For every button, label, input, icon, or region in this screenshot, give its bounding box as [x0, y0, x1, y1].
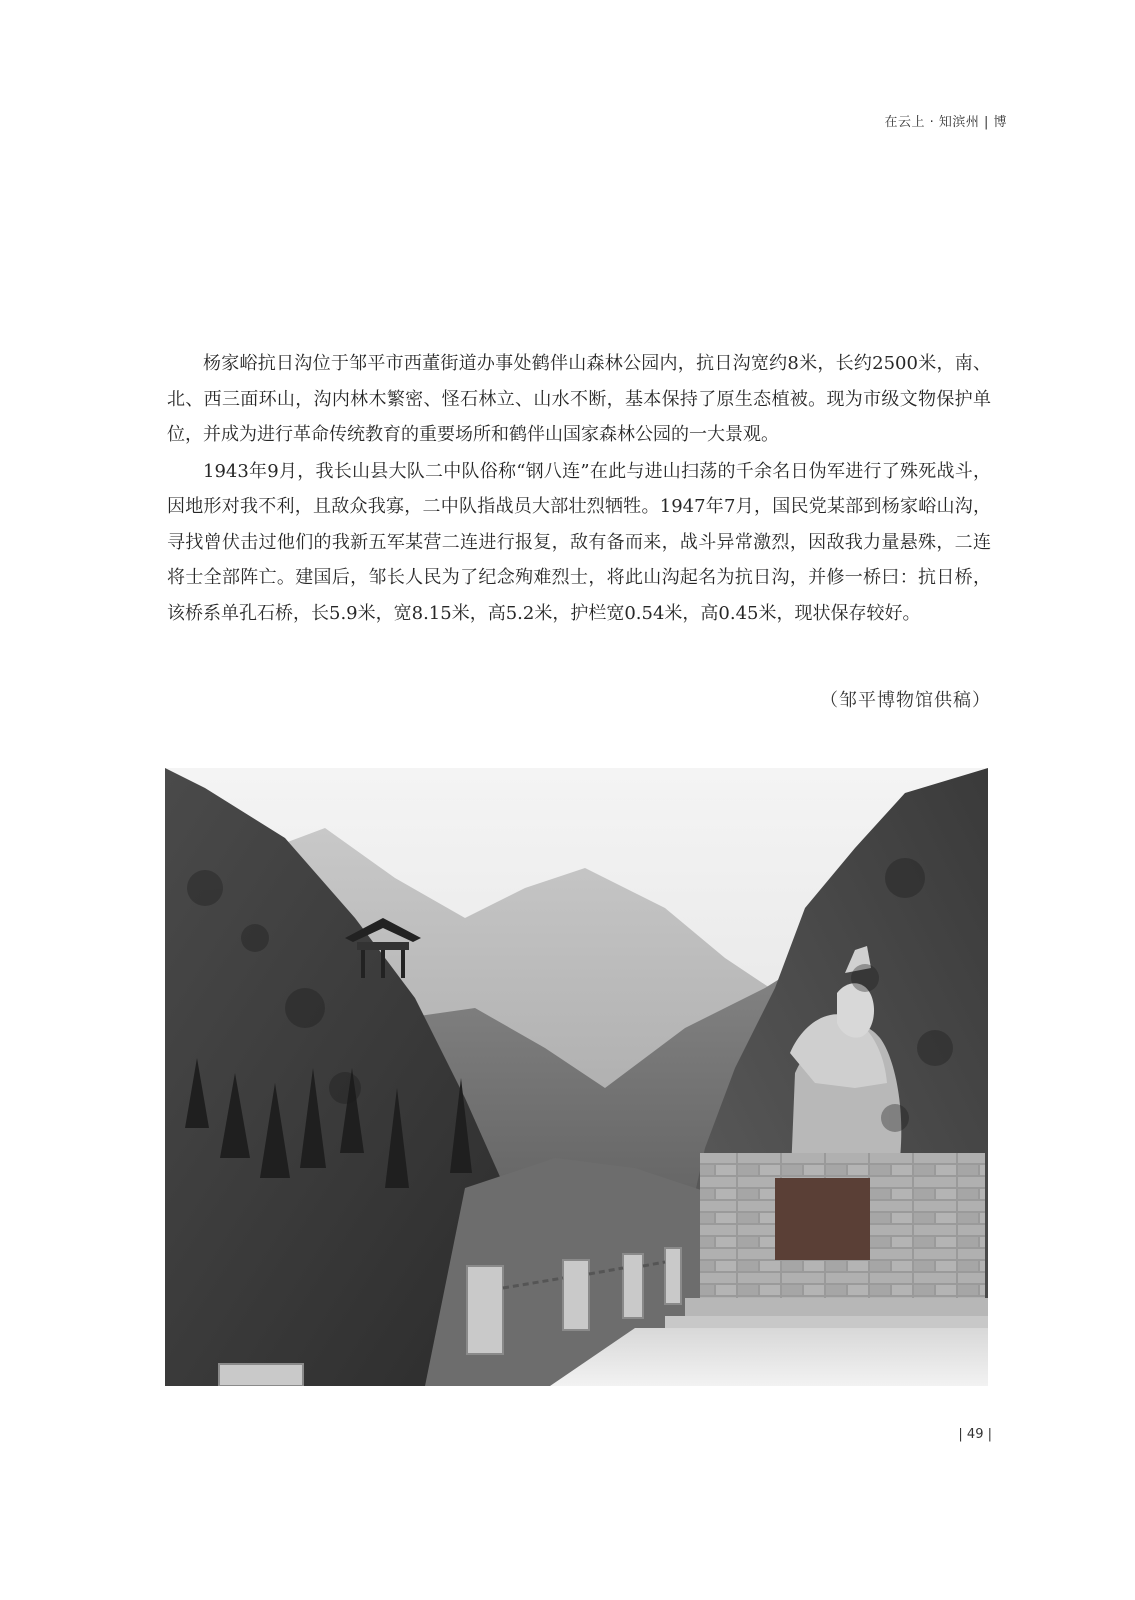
article-paragraph-2: 1943年9月，我长山县大队二中队俗称“钢八连”在此与进山扫荡的千余名日伪军进行了殊死战斗，因地形对我不利，且敌众我寡，二中队指战员大部壮烈牺牲。1947年7月，国民党某部到杨家峪山沟，寻找曾伏击过他们的我新五军某营二连进行报复，敌有备而来，战斗异常激烈，因敌我力量悬殊，二连将士全部阵亡。建国后，邹长人民为了纪念殉难烈士，将此山沟起名为抗日沟，并修一桥曰：抗日桥，该桥系单孔石桥，长5.9米，宽8.15米，高5.2米，护栏宽0.54米，高0.45米，现状保存较好。: [167, 460, 991, 624]
page-number: | 49 |: [958, 1427, 992, 1442]
photo-illustration: [165, 768, 988, 1386]
article-credit: （邹平博物馆供稿）: [820, 690, 991, 711]
running-header: 在云上 · 知滨州 | 博: [884, 115, 1007, 130]
mountain-valley-monument-photo: [165, 768, 988, 1386]
article-paragraph-1: 杨家峪抗日沟位于邹平市西董街道办事处鹤伴山森林公园内，抗日沟宽约8米，长约2500米，南、北、西三面环山，沟内林木繁密、怪石林立、山水不断，基本保持了原生态植被。现为市级文物保护单位，并成为进行革命传统教育的重要场所和鹤伴山国家森林公园的一大景观。: [167, 353, 991, 445]
article-body: [167, 346, 991, 632]
monument-pedestal: [665, 1153, 988, 1334]
